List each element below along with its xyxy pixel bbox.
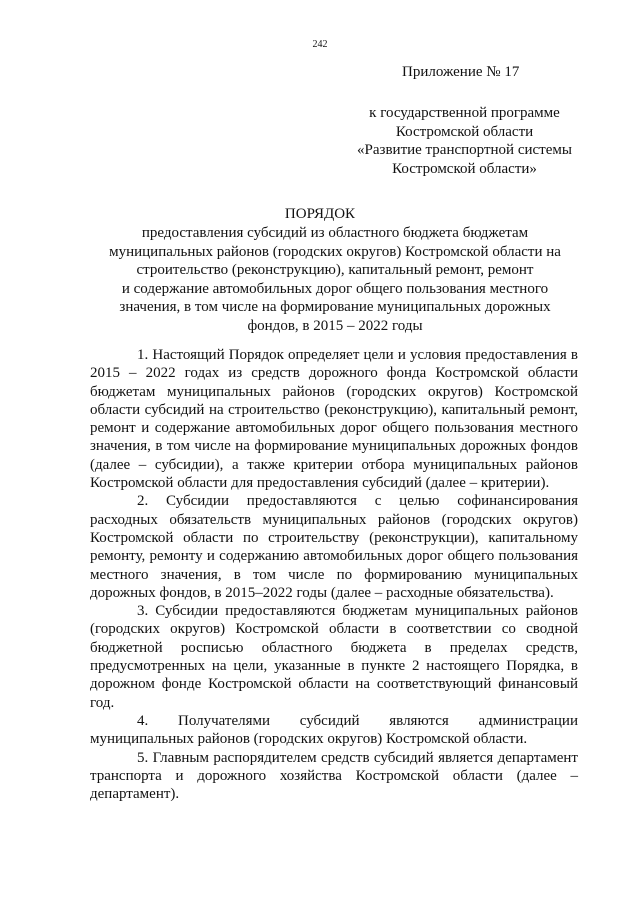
subheading-line: предоставления субсидий из областного бюджета бюджетам: [141, 225, 529, 241]
appendix-subtitle-line: Костромской области»: [392, 160, 537, 177]
appendix-subtitle-line: Костромской области: [395, 123, 534, 140]
paragraph-5: 5. Главным распорядителем средств субсидий является департамент транспорта и дорожного хозяйства Костромской области (далее – департамент).: [90, 749, 578, 803]
paragraph-3: 3. Субсидии предоставляются бюджетам муниципальных районов (городских округов) Костромской области в соответствии со сводной бюджетной росписью областного бюджета в пределах средств, предусмотренных на цели, указанные в пункте 2 настоящего Порядка, в дорожном фонде Костромской области на соответствующий финансовый год.: [90, 603, 578, 711]
appendix-title: Приложение № 17: [402, 64, 520, 80]
subheading-line: строительство (реконструкцию), капитальный ремонт, ремонт: [136, 262, 534, 279]
appendix-subtitle: [347, 104, 582, 178]
subheading-line: фондов, в 2015 – 2022 годы: [247, 317, 423, 334]
document-heading: ПОРЯДОК: [284, 206, 356, 222]
document-subheading: [90, 224, 580, 336]
page-number: 242: [312, 39, 328, 50]
subheading-line: и содержание автомобильных дорог общего пользования местного: [121, 280, 549, 297]
appendix-subtitle-line: «Развитие транспортной системы: [357, 142, 572, 159]
paragraph-2: 2. Субсидии предоставляются с целью софинансирования расходных обязательств муниципальных районов (городских округов) Костромской области по строительству (реконструкции), капитальному ремонту, ремонту и содержанию автомобильных дорог общего пользования местного значения, в том числе по формированию муниципальных дорожных фондов, в 2015–2022 годы (далее – расходные обязательства).: [90, 493, 578, 601]
document-body: [90, 346, 578, 803]
subheading-line: муниципальных районов (городских округов) Костромской области на: [109, 243, 561, 260]
appendix-subtitle-line: к государственной программе: [369, 105, 560, 121]
paragraph-1: 1. Настоящий Порядок определяет цели и условия предоставления в 2015 – 2022 годах из средств дорожного фонда Костромской области бюджетам муниципальных районов (городских округов) Костромской области субсидий на строительство (реконструкцию), капитальный ремонт, ремонт и содержание автомобильных дорог общего пользования местного значения, в том числе на формирование муниципальных дорожных фондов (далее – субсидии), а также критерии отбора муниципальных районов Костромской области для предоставления субсидий (далее – критерии).: [90, 347, 578, 492]
subheading-line: значения, в том числе на формирование муниципальных дорожных: [119, 299, 551, 316]
paragraph-4: 4. Получателями субсидий являются администрации муниципальных районов (городских округов) Костромской области.: [90, 712, 578, 748]
